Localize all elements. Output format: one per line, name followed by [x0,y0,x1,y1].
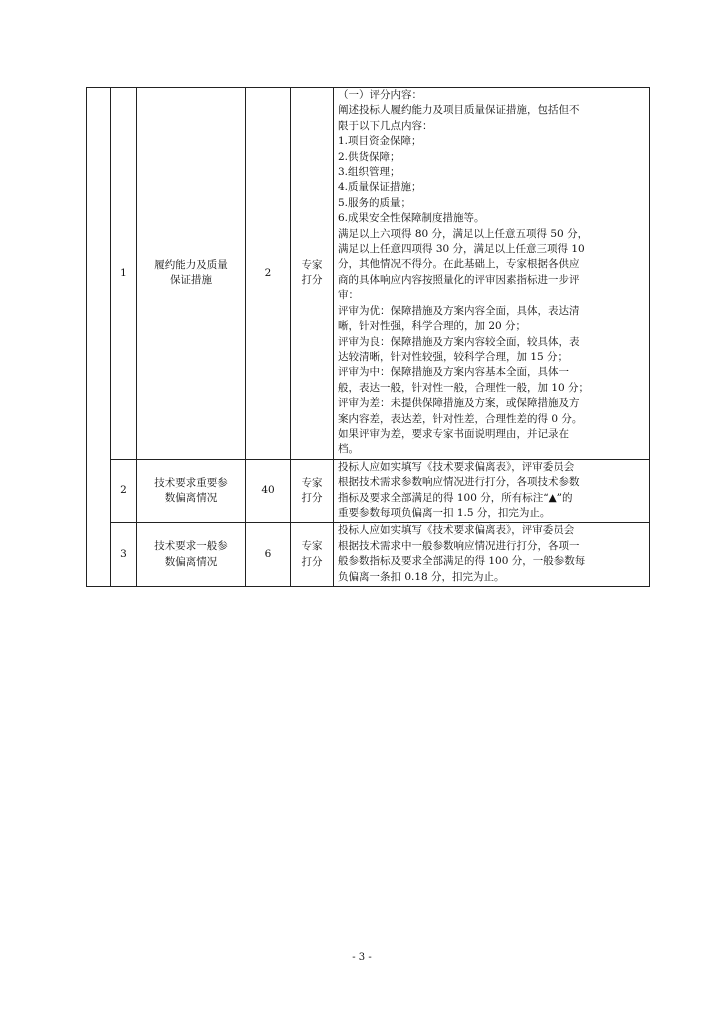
scoring-item-line: 保证措施 [170,274,212,287]
content-line: 满足以上任意四项得 30 分，满足以上任意三项得 10 [338,243,585,256]
content-line: 如果评审为差，要求专家书面说明理由，并记录在 [338,427,569,440]
table-row [87,459,650,523]
content-line: 满足以上六项得 80 分，满足以上任意五项得 50 分， [338,227,589,240]
content-line: 案内容差，表达差，针对性差，合理性差的得 0 分。 [338,412,583,425]
content-line: 4.质量保证措施； [338,181,422,194]
scoring-method-line: 打分 [301,492,323,505]
content-line: 分，其他情况不得分。在此基础上，专家根据各供应 [338,258,580,271]
weight-value: 40 [246,459,291,523]
content-line: 评审为中：保障措施及方案内容基本全面，具体一 [338,366,569,379]
content-line: 限于以下几点内容： [338,119,433,132]
scoring-item [137,523,246,587]
scoring-method [291,459,334,523]
scoring-method-line: 专家 [301,258,323,271]
table-row [87,523,650,587]
scoring-item [137,459,246,523]
scoring-method-line: 专家 [301,540,323,553]
content-line: 指标及要求全部满足的得 100 分，所有标注“▲”的 [338,491,573,504]
content-line: 2.供货保障； [338,150,401,163]
content-line: 般，表达一般，针对性一般，合理性一般，加 10 分； [338,381,590,394]
content-line: 商的具体响应内容按照量化的评审因素指标进一步评 [338,273,580,286]
scoring-method-line: 打分 [301,555,323,568]
scoring-content [334,88,650,460]
content-line: 5.服务的质量； [338,196,412,209]
content-line: 阐述投标人履约能力及项目质量保证措施，包括但不 [338,104,580,117]
scoring-item-line: 数偏离情况 [164,492,218,505]
scoring-method [291,523,334,587]
scoring-table [86,87,650,587]
content-line: 负偏离一条扣 0.18 分，扣完为止。 [338,570,505,583]
content-line: 根据技术需求中一般参数响应情况进行打分，各项一 [338,539,580,552]
content-line: 般参数指标及要求全部满足的得 100 分，一般参数每 [338,555,586,568]
row-number: 2 [111,459,137,523]
scoring-method [291,88,334,460]
scoring-item [137,88,246,460]
scoring-content [334,523,650,587]
scoring-item-line: 数偏离情况 [164,555,218,568]
weight-value: 2 [246,88,291,460]
content-line: 评审为优：保障措施及方案内容全面，具体，表达清 [338,304,580,317]
scoring-item-line: 履约能力及质量 [154,258,228,271]
page-number: - 3 - [352,952,372,963]
row-number: 1 [111,88,137,460]
weight-value: 6 [246,523,291,587]
content-line: 审： [338,289,359,302]
scoring-method-line: 专家 [301,476,323,489]
content-line: 达较清晰，针对性较强，较科学合理，加 15 分； [338,350,569,363]
scoring-item-line: 技术要求一般参 [154,540,228,553]
content-line: 6.成果安全性保障制度措施等。 [338,212,485,225]
content-line: （一）评分内容： [338,89,422,101]
scoring-content [334,459,650,523]
table-row [87,88,650,460]
merged-left-cell [87,88,111,587]
content-line: 投标人应如实填写《技术要求偏离表》，评审委员会 [338,524,575,537]
content-line: 评审为差：未提供保障措施及方案，或保障措施及方 [338,397,580,410]
scoring-method-line: 打分 [301,274,323,287]
content-line: 1.项目资金保障； [338,135,422,148]
content-line: 评审为良：保障措施及方案内容较全面，较具体，表 [338,335,580,348]
content-line: 晰，针对性强，科学合理的，加 20 分； [338,320,527,333]
content-line: 重要参数每项负偏离一扣 1.5 分，扣完为止。 [338,506,551,519]
content-line: 3.组织管理； [338,166,401,179]
content-line: 投标人应如实填写《技术要求偏离表》，评审委员会 [338,460,575,473]
row-number: 3 [111,523,137,587]
content-line: 根据技术需求参数响应情况进行打分，各项技术参数 [338,476,580,489]
content-line: 档。 [338,443,359,456]
scoring-item-line: 技术要求重要参 [154,476,228,489]
